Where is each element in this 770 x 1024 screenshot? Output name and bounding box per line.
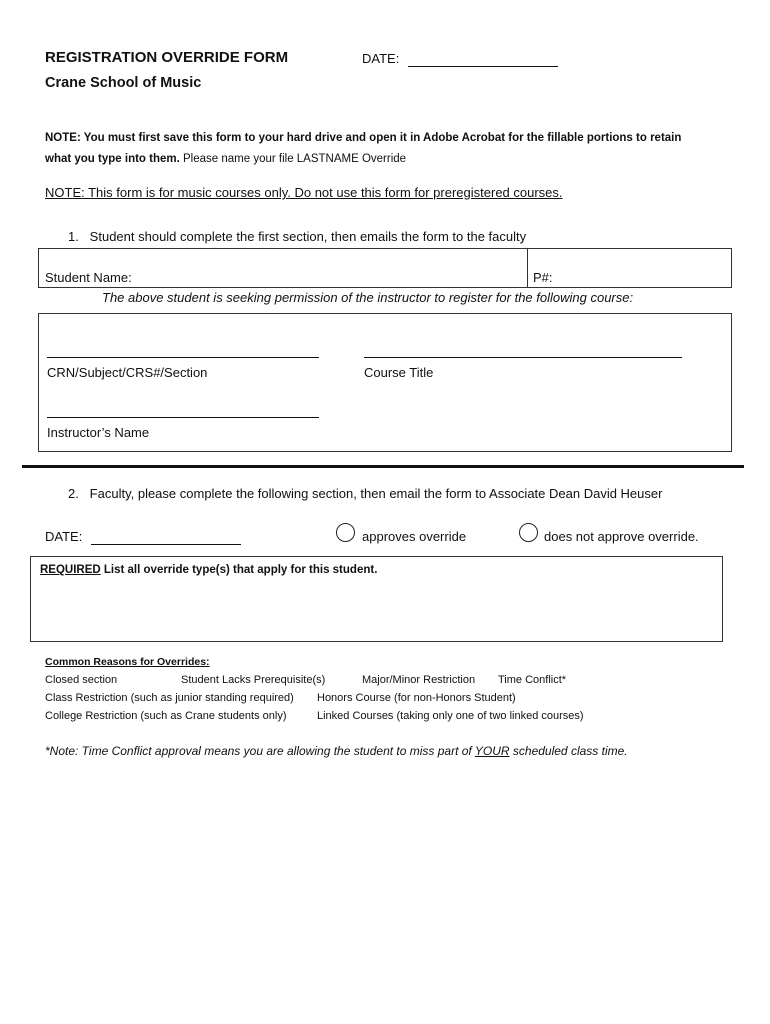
time-conflict-footnote: [45, 744, 628, 758]
permission-statement: The above student is seeking permission of the instructor to register for the following course:: [102, 290, 634, 305]
crn-label: CRN/Subject/CRS#/Section: [47, 365, 208, 380]
override-types-field[interactable]: [34, 582, 718, 638]
save-note-line2: [45, 153, 406, 165]
required-word: REQUIRED: [40, 564, 101, 576]
reasons-heading: Common Reasons for Overrides:: [45, 656, 210, 668]
required-text: List all override type(s) that apply for this student.: [100, 564, 378, 576]
save-note-bold-part: what you type into them.: [45, 153, 180, 165]
reason-linked-courses: Linked Courses (taking only one of two linked courses): [317, 710, 584, 722]
school-name: Crane School of Music: [45, 75, 202, 91]
section2-instruction: 2. Faculty, please complete the following section, then email the form to Associate Dean David Heuser: [68, 486, 663, 501]
reason-prerequisite: Student Lacks Prerequisite(s): [181, 674, 326, 686]
section1-instruction: 1. Student should complete the first section, then emails the form to the faculty: [68, 229, 527, 244]
p-number-label: P#:: [533, 270, 553, 285]
student-name-field[interactable]: [41, 252, 523, 286]
form-title: REGISTRATION OVERRIDE FORM: [45, 49, 289, 66]
reason-closed-section: Closed section: [45, 674, 118, 686]
header-date-field[interactable]: [408, 66, 558, 67]
approve-radio[interactable]: [336, 523, 355, 542]
save-note-line1: NOTE: You must first save this form to your hard drive and open it in Adobe Acrobat for the fillable portions to retain: [45, 132, 682, 144]
footnote-before: *Note: Time Conflict approval means you are allowing the student to miss part of: [45, 744, 475, 758]
faculty-date-label: DATE:: [45, 529, 83, 544]
student-box-divider: [527, 249, 528, 287]
section-separator: [22, 465, 744, 468]
instructor-name-label: Instructor’s Name: [47, 425, 150, 440]
student-name-label: Student Name:: [45, 270, 132, 285]
required-statement: [40, 564, 377, 576]
header-date-label: DATE:: [362, 51, 400, 66]
course-title-field[interactable]: [364, 357, 682, 358]
reason-college-restriction: College Restriction (such as Crane students only): [45, 710, 287, 722]
deny-label: does not approve override.: [544, 529, 699, 544]
reason-time-conflict: Time Conflict*: [498, 674, 567, 686]
reason-major-minor: Major/Minor Restriction: [362, 674, 476, 686]
crn-field[interactable]: [47, 357, 319, 358]
deny-radio[interactable]: [519, 523, 538, 542]
course-title-label: Course Title: [364, 365, 434, 380]
reason-honors-course: Honors Course (for non-Honors Student): [317, 692, 516, 704]
save-note-plain-part: Please name your file LASTNAME Override: [179, 153, 407, 165]
instructor-name-field[interactable]: [47, 417, 319, 418]
music-only-note: NOTE: This form is for music courses only. Do not use this form for preregistered courses.: [45, 185, 563, 200]
footnote-after: scheduled class time.: [509, 744, 628, 758]
reason-class-restriction: Class Restriction (such as junior standing required): [45, 692, 294, 704]
footnote-emphasis: YOUR: [474, 744, 510, 758]
p-number-field[interactable]: [560, 252, 728, 286]
approve-label: approves override: [362, 529, 467, 544]
faculty-date-field[interactable]: [91, 544, 241, 545]
